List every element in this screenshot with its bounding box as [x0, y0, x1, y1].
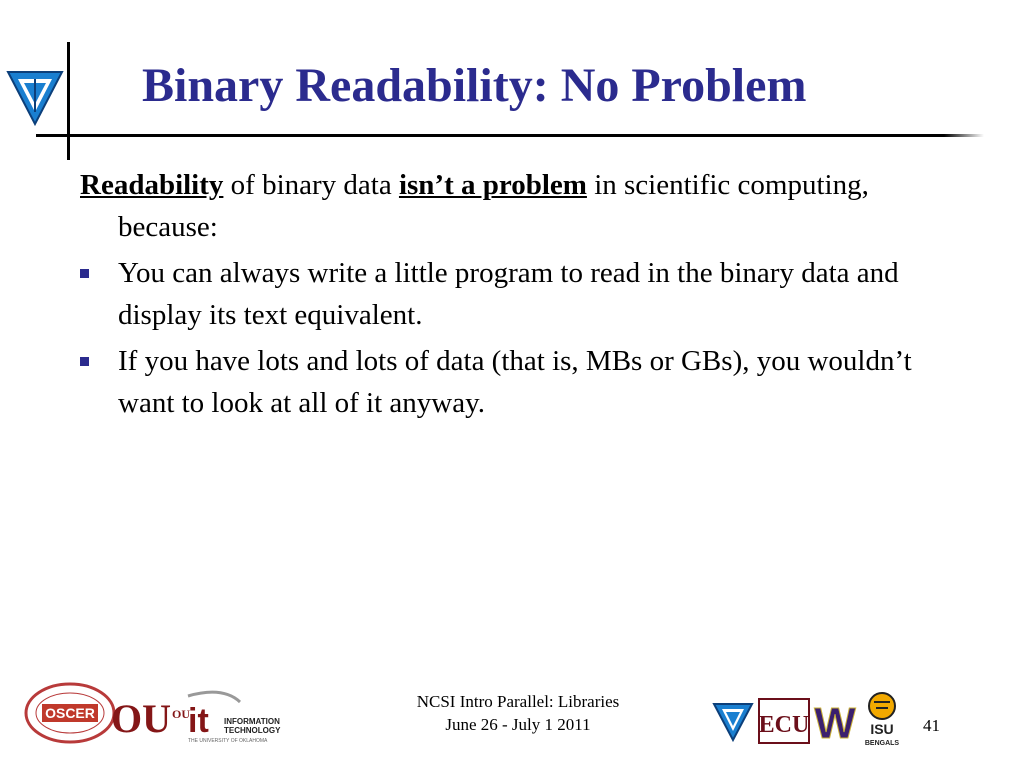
horizontal-rule [36, 134, 944, 137]
svg-text:OU: OU [172, 707, 190, 721]
bullet-text: You can always write a little program to read in the binary data and display its text equivalent. [118, 257, 899, 331]
square-bullet-icon [80, 269, 89, 278]
slide-body [80, 164, 940, 428]
ou-logo-text: OU [111, 696, 171, 741]
intro-text-2: in scientific computing, because: [118, 169, 869, 243]
isu-bengals-logo-icon [862, 690, 902, 748]
ou-it-logo-icon [168, 688, 288, 744]
oscer-logo-icon [24, 682, 116, 744]
term-readability: Readability [80, 169, 224, 201]
term-not-a-problem: isn’t a problem [398, 169, 587, 201]
svg-text:THE UNIVERSITY OF OKLAHOMA: THE UNIVERSITY OF OKLAHOMA [188, 738, 268, 744]
square-bullet-icon [80, 357, 89, 366]
page-number: 41 [923, 716, 940, 735]
w-logo-icon [810, 699, 860, 748]
ou-logo-icon [111, 686, 171, 742]
intro-paragraph [80, 164, 940, 248]
horizontal-rule-fade [944, 134, 984, 137]
slide-footer [388, 690, 648, 736]
svg-text:TECHNOLOGY: TECHNOLOGY [224, 726, 281, 735]
bullet-text: If you have lots and lots of data (that is, MBs or GBs), you wouldn’t want to look at all of it anyway. [118, 345, 912, 419]
ecu-logo-text: ECU [758, 712, 810, 738]
ecu-logo-icon [758, 698, 810, 744]
oscer-logo-text: OSCER [45, 705, 95, 721]
triangle-logo-small-icon [712, 702, 754, 742]
vertical-rule [67, 42, 70, 160]
isu-logo-text: ISU [870, 721, 894, 737]
svg-text:INFORMATION: INFORMATION [224, 717, 280, 726]
intro-text-1: of binary data [223, 169, 399, 201]
w-logo-text: W [814, 699, 856, 748]
bullet-item [80, 252, 940, 336]
footer-course: NCSI Intro Parallel: Libraries [416, 692, 620, 711]
triangle-logo-icon [6, 70, 64, 126]
slide-title: Binary Readability: No Problem [142, 59, 807, 112]
bullet-item [80, 340, 940, 424]
footer-date: June 26 - July 1 2011 [445, 715, 591, 734]
svg-text:BENGALS: BENGALS [864, 740, 900, 747]
it-logo-text: it [188, 702, 209, 740]
